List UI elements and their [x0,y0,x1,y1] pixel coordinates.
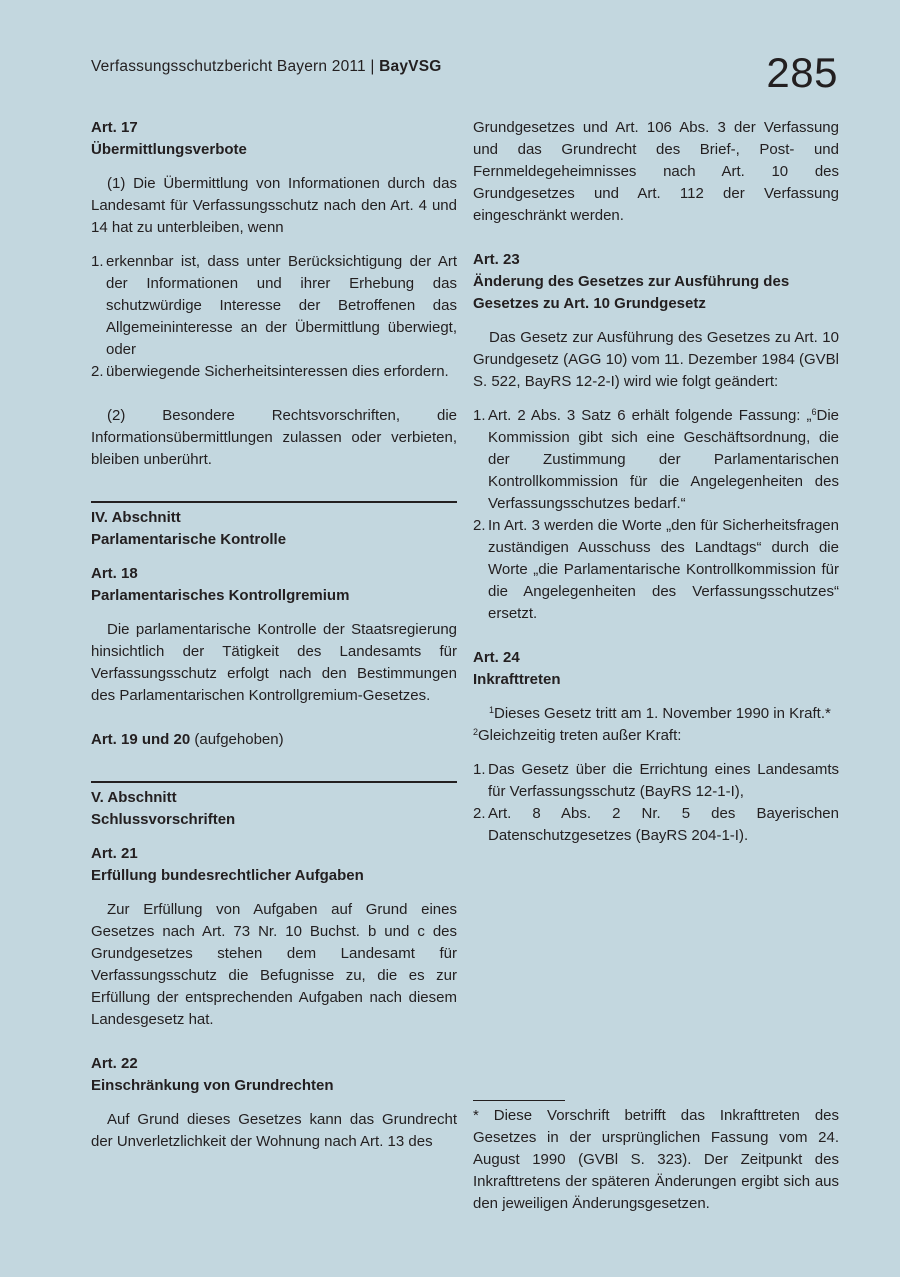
list-item [473,515,839,625]
section-divider [91,781,457,783]
art22-continuation: Grundgesetzes und Art. 106 Abs. 3 der Verfassung und das Grundrecht des Brief-, Post- und Fernmeldegeheimnisses nach Art. 10 des Grundgesetzes und Art. 112 der Verfassung eingeschränkt werden. [473,119,839,224]
section-4-number: IV. Abschnitt [91,509,181,526]
list-text: Das Gesetz über die Errichtung eines Landesamts für Verfassungsschutz (BayRS 12-1-I), [488,761,839,800]
list-number: 1. [91,253,104,270]
art17-number: Art. 17 [91,119,138,136]
list-item [473,405,839,515]
art24-sentence-1: $^1$Dieses Gesetz tritt am 1. November 1990 in Kraft.* [489,705,831,722]
art17-paragraph-2: (2) Besondere Rechtsvorschriften, die Informationsübermittlungen zulassen oder verbieten, bleiben unberührt. [91,407,457,468]
art24-title: Inkrafttreten [473,671,561,688]
header-title: Verfassungsschutzbericht Bayern 2011 [91,58,366,75]
art18-title: Parlamentarisches Kontrollgremium [91,587,350,604]
art23-number: Art. 23 [473,251,520,268]
header-section: BayVSG [379,58,442,75]
section-5-number: V. Abschnitt [91,789,177,806]
art17-title: Übermittlungsverbote [91,141,247,158]
footnote-divider [473,1100,565,1101]
list-number: 2. [473,517,486,534]
art19-20-line [91,729,457,751]
art22-number: Art. 22 [91,1055,138,1072]
art23-paragraph: Das Gesetz zur Ausführung des Gesetzes zu Art. 10 Grundgesetz (AGG 10) vom 11. Dezember 1984 (GVBl S. 522, BayRS 12-2-I) wird wie folgt geändert: [473,329,839,390]
art21-title: Erfüllung bundesrechtlicher Aufgaben [91,867,364,884]
section-4-title: Parlamentarische Kontrolle [91,531,287,548]
header-separator: | [365,58,380,75]
list-text: In Art. 3 werden die Worte „den für Sicherheitsfragen zuständigen Ausschuss des Landtags“ durch die Worte „die Parlamentarische Kontrollkommission für die Angelegenheiten des Verfassungsschutzes“ ersetzt. [488,517,839,622]
section-5-title: Schlussvorschriften [91,811,236,828]
list-number: 1. [473,407,486,424]
art18-number: Art. 18 [91,565,138,582]
page-number: 285 [766,49,838,96]
list-text: Art. 8 Abs. 2 Nr. 5 des Bayerischen Datenschutzgesetzes (BayRS 204-1-I). [488,805,839,844]
running-header [91,58,442,76]
art17-paragraph-1: (1) Die Übermittlung von Informationen durch das Landesamt für Verfassungsschutz nach den Art. 4 und 14 hat zu unterbleiben, wenn [91,175,457,236]
list-item [91,361,457,383]
art19-20-note: (aufgehoben) [190,731,284,748]
art24-sentence-2: $^2$Gleichzeitig treten außer Kraft: [473,727,682,744]
art21-paragraph: Zur Erfüllung von Aufgaben auf Grund eines Gesetzes nach Art. 73 Nr. 10 Buchst. b und c des Grundgesetzes stehen dem Landesamt für Verfassungsschutz die Befugnisse zu, die es zur Erfüllung der entsprechenden Aufgaben nach diesem Landesgesetz hat. [91,901,457,1028]
art19-20-number: Art. 19 und 20 [91,731,191,748]
art18-paragraph: Die parlamentarische Kontrolle der Staatsregierung hinsichtlich der Tätigkeit des Landesamts für Verfassungsschutz erfolgt nach den Bestimmungen des Parlamentarischen Kontrollgremium-Gesetzes. [91,621,457,704]
list-text: Art. 2 Abs. 3 Satz 6 erhält folgende Fassung: „$^6$Die Kommission gibt sich eine Geschäftsordnung, die der Zustimmung der Parlamentarischen Kontrollkommission für die Angelegenheiten des Verfassungsschutzes bedarf.“ [488,407,839,512]
art23-title: Änderung des Gesetzes zur Ausführung des Gesetzes zu Art. 10 Grundgesetz [473,273,790,312]
right-column [473,117,839,847]
list-item [473,759,839,803]
art21-number: Art. 21 [91,845,138,862]
list-number: 1. [473,761,486,778]
art22-title: Einschränkung von Grundrechten [91,1077,334,1094]
list-number: 2. [91,363,104,380]
art23-list [473,405,839,625]
list-number: 2. [473,805,486,822]
list-text: erkennbar ist, dass unter Berücksichtigung der Art der Informationen und ihrer Erhebung das schutzwürdige Interesse der Betroffenen das Allgemeininteresse an der Übermittlung überwiegt, oder [106,253,457,358]
art24-number: Art. 24 [473,649,520,666]
section-divider [91,501,457,503]
footnote: * Diese Vorschrift betrifft das Inkrafttreten des Gesetzes in der ursprünglichen Fassung vom 24. August 1990 (GVBl S. 323). Der Zeitpunkt des Inkrafttretens der späteren Änderungen ergibt sich aus den jeweiligen Änderungsgesetzen. [473,1107,839,1212]
list-item [91,251,457,361]
art22-paragraph: Auf Grund dieses Gesetzes kann das Grundrecht der Unverletzlichkeit der Wohnung nach Art. 13 des [91,1111,457,1150]
list-item [473,803,839,847]
list-text: überwiegende Sicherheitsinteressen dies erfordern. [106,363,449,380]
art17-list [91,251,457,383]
art24-list [473,759,839,847]
left-column [91,117,457,1153]
